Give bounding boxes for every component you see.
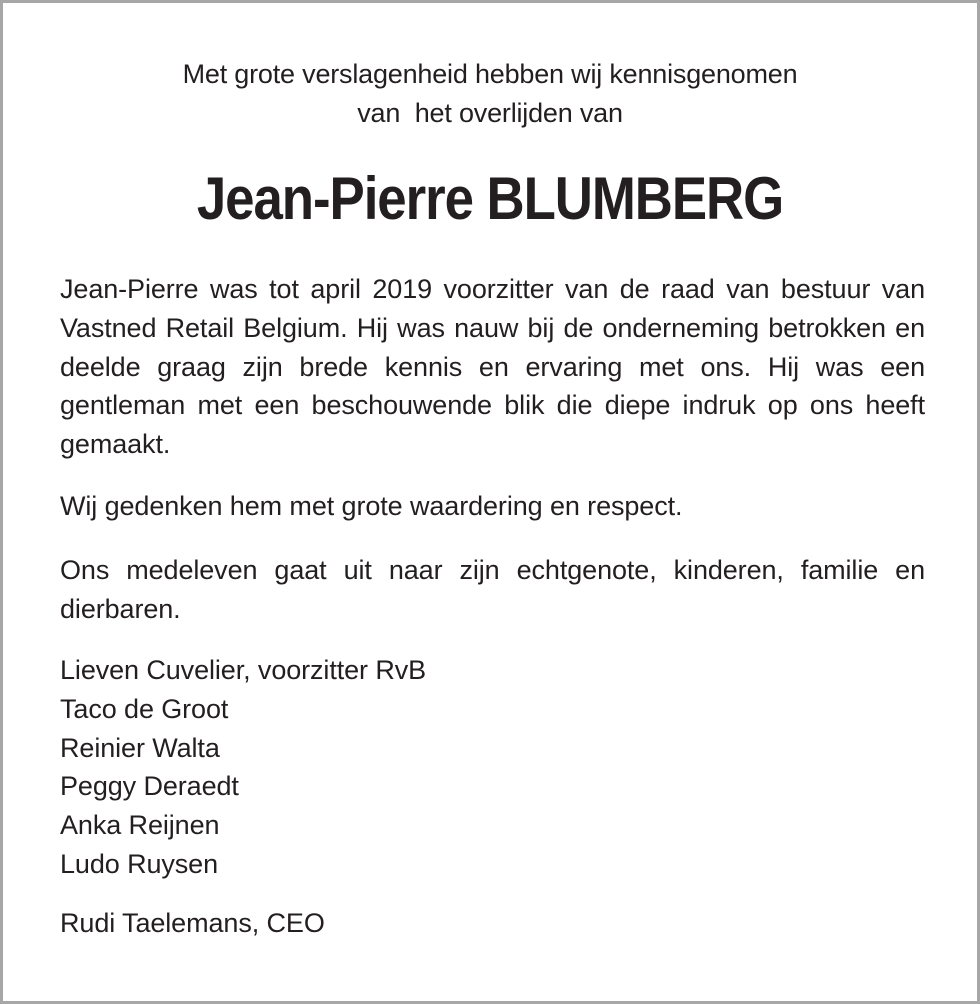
signers-list (60, 651, 925, 884)
deceased-name: Jean-Pierre BLUMBERG (196, 165, 784, 232)
signer-name: Peggy Deraedt (60, 771, 239, 802)
intro-line-2: van het overlijden van (357, 98, 623, 128)
tribute-paragraph: Jean-Pierre was tot april 2019 voorzitter van de raad van bestuur van Vastned Retail Belgium. Hij was nauw bij de onderneming betrokken en deelde graag zijn brede kennis en ervaring met ons. Hij was een gentleman met een beschouwende blik die diepe indruk op ons heeft gemaakt. (60, 274, 925, 460)
ceo-signature: Rudi Taelemans, CEO (60, 908, 325, 938)
signer-name: Reinier Walta (60, 732, 220, 763)
intro-text (3, 55, 977, 133)
signer-name: Ludo Ruysen (60, 848, 219, 879)
condolence-paragraph: Ons medeleven gaat uit naar zijn echtgenote, kinderen, familie en dierbaren. (60, 555, 925, 624)
signer-name: Taco de Groot (60, 693, 229, 724)
intro-line-1: Met grote verslagenheid hebben wij kennisgenomen (182, 59, 798, 89)
signer-name: Lieven Cuvelier, voorzitter RvB (60, 655, 427, 685)
signer-name: Anka Reijnen (60, 810, 220, 841)
remembrance-paragraph: Wij gedenken hem met grote waardering en respect. (60, 491, 683, 521)
